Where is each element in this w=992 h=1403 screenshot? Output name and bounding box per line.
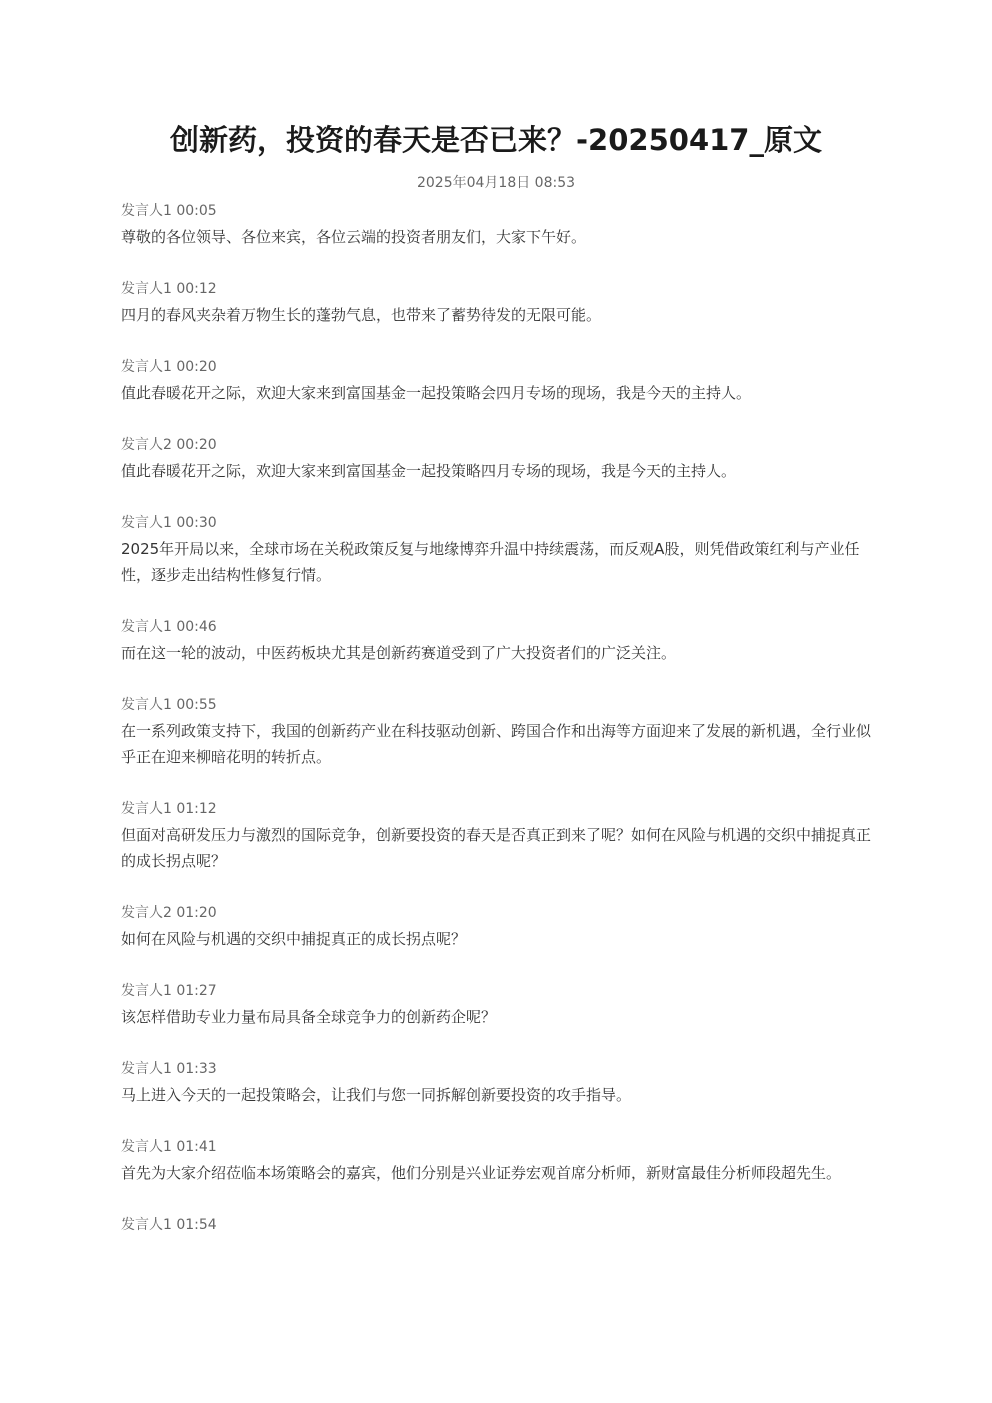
speaker-timestamp: 发言人2 00:20 <box>121 437 217 453</box>
transcript-entry <box>121 900 873 952</box>
speaker-timestamp: 发言人1 00:55 <box>121 697 217 713</box>
speaker-timestamp: 发言人1 00:20 <box>121 359 217 375</box>
transcript-entry <box>121 276 873 328</box>
transcript-entry <box>121 614 873 666</box>
transcript <box>121 198 873 1264</box>
speaker-timestamp: 发言人1 01:41 <box>121 1139 217 1155</box>
speech-text: 值此春暖花开之际，欢迎大家来到富国基金一起投策略会四月专场的现场，我是今天的主持人。 <box>121 384 752 402</box>
speech-text: 值此春暖花开之际，欢迎大家来到富国基金一起投策略四月专场的现场，我是今天的主持人。 <box>121 462 737 480</box>
speech-text: 而在这一轮的波动，中医药板块尤其是创新药赛道受到了广大投资者们的广泛关注。 <box>121 644 677 662</box>
transcript-entry <box>121 432 873 484</box>
transcript-entry <box>121 354 873 406</box>
speaker-timestamp: 发言人1 00:30 <box>121 515 217 531</box>
speech-text: 如何在风险与机遇的交织中捕捉真正的成长拐点呢？ <box>121 930 467 948</box>
transcript-entry <box>121 1212 873 1238</box>
speaker-timestamp: 发言人1 00:46 <box>121 619 217 635</box>
speech-text: 首先为大家介绍莅临本场策略会的嘉宾，他们分别是兴业证券宏观首席分析师，新财富最佳分析师段超先生。 <box>121 1164 842 1182</box>
transcript-entry <box>121 1056 873 1108</box>
speaker-timestamp: 发言人1 01:33 <box>121 1061 217 1077</box>
transcript-entry <box>121 978 873 1030</box>
speech-text: 马上进入今天的一起投策略会，让我们与您一同拆解创新要投资的攻手指导。 <box>121 1086 632 1104</box>
speaker-timestamp: 发言人1 01:54 <box>121 1217 217 1233</box>
speaker-timestamp: 发言人1 00:12 <box>121 281 217 297</box>
transcript-entry <box>121 692 873 770</box>
speech-text: 但面对高研发压力与激烈的国际竞争，创新要投资的春天是否真正到来了呢？如何在风险与机遇的交织中捕捉真正的成长拐点呢？ <box>121 826 872 870</box>
speech-text: 四月的春风夹杂着万物生长的蓬勃气息，也带来了蓄势待发的无限可能。 <box>121 306 602 324</box>
speaker-timestamp: 发言人1 00:05 <box>121 203 217 219</box>
transcript-entry <box>121 796 873 874</box>
speaker-timestamp: 发言人2 01:20 <box>121 905 217 921</box>
transcript-entry <box>121 1134 873 1186</box>
speech-text: 2025年开局以来，全球市场在关税政策反复与地缘博弈升温中持续震荡，而反观A股，则凭借政策红利与产业任性，逐步走出结构性修复行情。 <box>121 540 860 584</box>
document-title: 创新药，投资的春天是否已来？-20250417_原文 <box>170 123 822 157</box>
speaker-timestamp: 发言人1 01:27 <box>121 983 217 999</box>
transcript-entry <box>121 510 873 588</box>
speaker-timestamp: 发言人1 01:12 <box>121 801 217 817</box>
transcript-entry <box>121 198 873 250</box>
speech-text: 该怎样借助专业力量布局具备全球竞争力的创新药企呢？ <box>121 1008 497 1026</box>
speech-text: 在一系列政策支持下，我国的创新药产业在科技驱动创新、跨国合作和出海等方面迎来了发展的新机遇，全行业似乎正在迎来柳暗花明的转折点。 <box>121 722 872 766</box>
document-date: 2025年04月18日 08:53 <box>416 175 576 191</box>
speech-text: 尊敬的各位领导、各位来宾，各位云端的投资者朋友们，大家下午好。 <box>121 228 587 246</box>
